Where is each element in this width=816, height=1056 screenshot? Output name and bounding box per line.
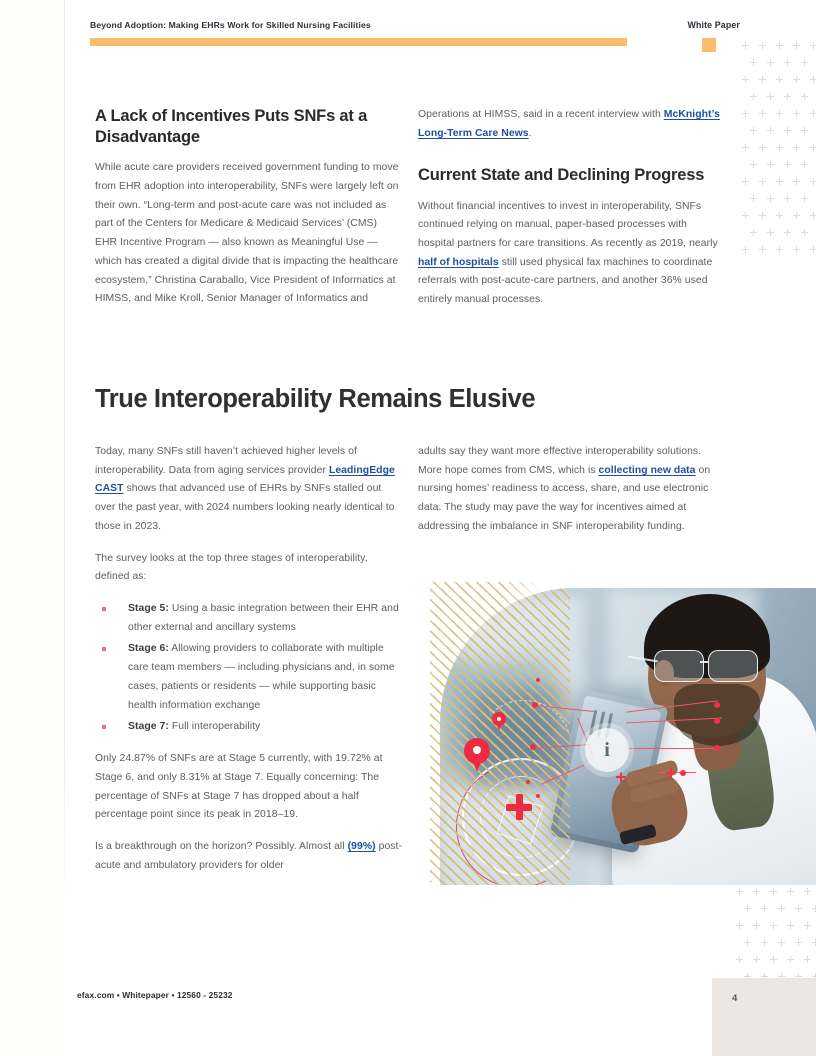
glasses-lens-right <box>708 650 758 682</box>
glasses-icon <box>646 650 758 684</box>
main-left-column <box>95 443 402 875</box>
network-node-icon <box>536 794 540 798</box>
left-margin-rule <box>64 0 65 905</box>
list-item <box>95 640 402 715</box>
header-document-title: Beyond Adoption: Making EHRs Work for Skilled Nursing Facilities <box>90 20 371 30</box>
network-node-icon <box>680 770 686 776</box>
right-paragraph-part-1: Without financial incentives to invest in interoperability, SNFs continued relying on manual, paper-based processes with hospital partners for care transitions. As recently as 2019, nearly <box>418 200 718 249</box>
network-line <box>626 748 718 749</box>
half-of-hospitals-link[interactable]: half of hospitals <box>418 256 499 268</box>
continuation-period: . <box>528 127 532 139</box>
decorative-diagonal-stripes <box>440 588 570 885</box>
mcknights-link[interactable]: McKnight’s Long-Term Care News <box>418 109 720 139</box>
info-icon: i <box>585 728 629 772</box>
continuation-text: Operations at HIMSS, said in a recent interview with <box>418 109 664 120</box>
main-left-paragraph-4 <box>95 838 402 875</box>
network-node-icon <box>536 678 540 682</box>
left-section-heading: A Lack of Incentives Puts SNFs at a Disadvantage <box>95 107 368 147</box>
top-left-column <box>95 106 402 309</box>
main-left-paragraph-3: Only 24.87% of SNFs are at Stage 5 currently, with 19.72% at Stage 6, and only 8.31% at Stage 7. Equally concerning: The percentage of SNFs at Stage 7 has dropped about a half percentage point since its peak in 2018–19. <box>95 753 383 821</box>
decorative-cross-pattern-top-right <box>742 42 816 263</box>
bullet-icon <box>102 647 106 651</box>
bullet-icon <box>102 725 106 729</box>
hero-photo <box>440 588 816 885</box>
left-margin-strip <box>0 0 64 1056</box>
location-pin-icon <box>464 738 490 772</box>
list-item <box>95 600 402 637</box>
main-left-p1-part1: Today, many SNFs still haven’t achieved higher levels of interoperability. Data from aging services provider <box>95 446 357 476</box>
page-number: 4 <box>732 993 738 1004</box>
stage-text: Using a basic integration between their EHR and other external and ancillary systems <box>128 603 399 633</box>
stage-label: Stage 5: <box>128 603 169 615</box>
page-header <box>90 20 740 60</box>
location-pin-small-icon <box>492 712 506 731</box>
glasses-bridge <box>700 661 708 663</box>
network-node-icon <box>714 718 720 724</box>
interoperability-stages-list <box>95 600 402 737</box>
main-left-p4-part2: post-acute and ambulatory providers for older <box>95 840 403 871</box>
network-node-icon <box>532 702 538 708</box>
network-line <box>658 772 696 773</box>
footer-text: efax.com • Whitepaper • 12560 - 25232 <box>77 990 233 1000</box>
network-cross-icon <box>616 772 626 782</box>
network-node-icon <box>530 744 536 750</box>
list-item <box>95 718 402 737</box>
main-left-p4-part1: Is a breakthrough on the horizon? Possibly. Almost all <box>95 840 348 852</box>
main-left-paragraph-2: The survey looks at the top three stages of interoperability, defined as: <box>95 552 368 583</box>
stage-text: Allowing providers to collaborate with multiple care team members — including physicians and, in some cases, patients or residents — while supporting basic health information exchange <box>128 643 395 711</box>
stage-label: Stage 7: <box>128 721 169 733</box>
decorative-cross-pattern-bottom-right <box>736 888 816 990</box>
right-paragraph-part-2: still used physical fax machines to coordinate referrals with post-acute-care partners, and another 36% used entirely manual processes. <box>418 256 713 306</box>
header-document-type: White Paper <box>687 20 740 30</box>
network-node-icon <box>714 702 720 708</box>
hero-image <box>440 588 816 885</box>
network-cross-icon <box>666 768 676 778</box>
page-number-block <box>712 978 816 1056</box>
main-right-p1-part2: on nursing homes’ readiness to access, share, and use electronic data. The study may pave the way for incentives aimed at addressing the imbalance in SNF interoperability funding. <box>418 464 711 532</box>
top-right-column <box>418 106 723 310</box>
left-section-paragraph: While acute care providers received government funding to move from EHR adoption into interoperability, SNFs were largely left on their own. “Long-term and post-acute care was not included as part of the Centers for Medicare & Medicaid Services’ (CMS) EHR Incentive Program — also known as Meaningful Use — which has created a digital divide that is impacting the healthcare ecosystem,” Christina Caraballo, Vice President of Informatics at HIMSS, and Mike Kroll, Senior Manager of Informatics and <box>95 162 399 305</box>
main-right-paragraph-1 <box>418 443 723 537</box>
beard <box>674 684 760 746</box>
main-right-p1-part1: adults say they want more effective interoperability solutions. More hope comes from CMS, which is <box>418 446 702 476</box>
ninety-nine-percent-link[interactable]: (99%) <box>347 840 376 852</box>
header-accent-bar <box>90 38 627 46</box>
right-continuation-paragraph <box>418 106 723 143</box>
header-accent-square <box>702 38 716 52</box>
leadingedge-cast-link[interactable]: LeadingEdge CAST <box>95 464 395 495</box>
stage-label: Stage 6: <box>128 643 169 655</box>
main-left-paragraph-1 <box>95 443 402 537</box>
main-right-column <box>418 443 723 537</box>
network-node-icon <box>714 745 720 751</box>
bullet-icon <box>102 607 106 611</box>
main-left-p1-part2: shows that advanced use of EHRs by SNFs stalled out over the past year, with 2024 numbers looking nearly identical to those in 2023. <box>95 483 395 532</box>
network-node-icon <box>526 780 530 784</box>
medical-cross-icon <box>506 794 532 820</box>
right-section-paragraph <box>418 198 723 310</box>
glasses-lens-left <box>654 650 704 682</box>
page-title: True Interoperability Remains Elusive <box>95 385 536 413</box>
collecting-new-data-link[interactable]: collecting new data <box>598 464 696 476</box>
stage-text: Full interoperability <box>168 721 261 733</box>
right-section-heading: Current State and Declining Progress <box>418 166 705 185</box>
